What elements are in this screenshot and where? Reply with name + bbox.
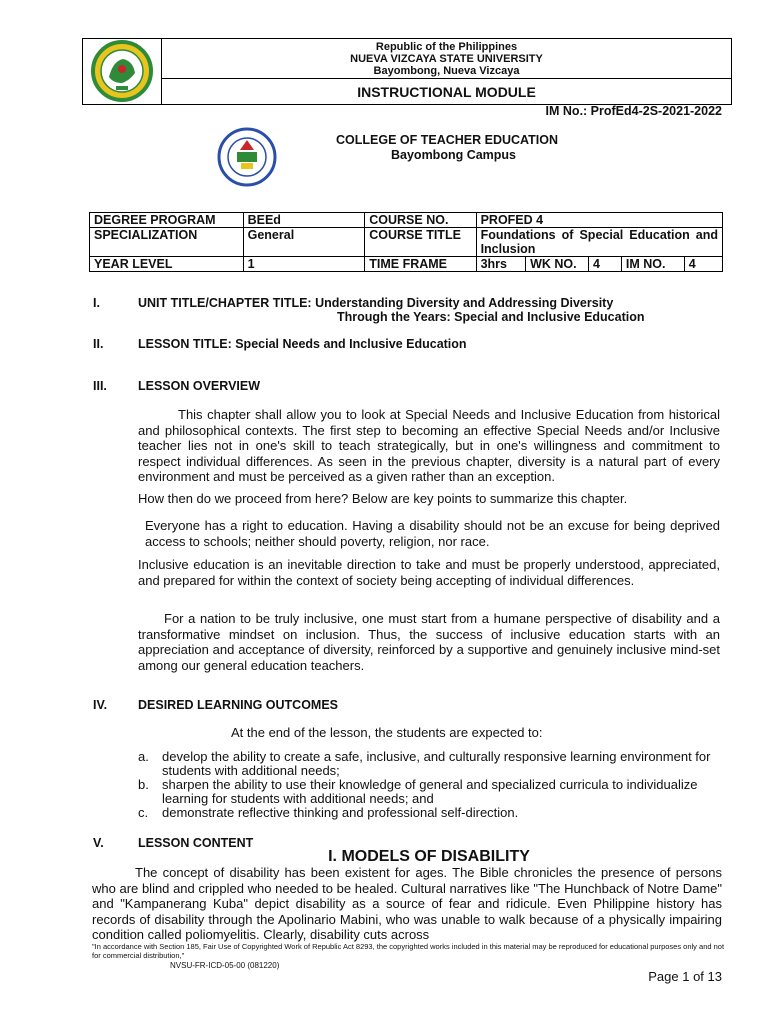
list-marker: a. xyxy=(138,749,149,764)
specialization-value: General xyxy=(243,228,365,257)
section-5-number: V. xyxy=(93,836,104,850)
section-5-title: LESSON CONTENT xyxy=(138,836,254,850)
header-box xyxy=(82,38,732,105)
college-name: COLLEGE OF TEACHER EDUCATION xyxy=(336,133,558,147)
table-row xyxy=(90,213,723,228)
course-title-label: COURSE TITLE xyxy=(365,228,476,257)
header-institution xyxy=(162,39,731,79)
overview-paragraph-3: Everyone has a right to education. Having a disability should not be an excuse for being deprived access to schools; neither should poverty, religion, nor race. xyxy=(145,518,720,549)
week-no-value: 4 xyxy=(588,257,621,272)
content-paragraph: The concept of disability has been existent for ages. The Bible chronicles the presence of persons who are blind and crippled who needed to be healed. Cultural narratives like "The Hunchback of Notre Dame" and "Kampanerang Kuba" depict disability as a source of fear and ridicule. Even Philippine history has records of disability through the Apolinario Mabini, who was unable to walk because of a physically impairing condition called poliomyelitis. Clearly, disability cuts across xyxy=(92,865,722,942)
section-3-number: III. xyxy=(93,379,107,393)
copyright-note: "In accordance with Section 185, Fair Use of Copyrighted Work of Republic Act 8293, the copyrighted works included in this material may be reproduced for educational purposes only and not for commercial distribution," xyxy=(92,943,732,960)
overview-paragraph-4: Inclusive education is an inevitable direction to take and must be properly understood, appreciated, and prepared for within the context of society being accepting of individual differences. xyxy=(138,557,720,588)
im-no-label: IM NO. xyxy=(621,257,684,272)
year-level-label: YEAR LEVEL xyxy=(90,257,244,272)
section-4-number: IV. xyxy=(93,698,108,712)
table-row xyxy=(90,228,723,257)
list-text: develop the ability to create a safe, inclusive, and culturally responsive learning environment for students with additional needs; xyxy=(162,749,711,778)
degree-label: DEGREE PROGRAM xyxy=(90,213,244,228)
overview-paragraph-5: For a nation to be truly inclusive, one must start from a humane perspective of disability and a transformative mindset on inclusion. Thus, the success of inclusive education starts with an appreciation and acceptance of diversity, reinforced by a supportive and genuinely inclusive mind-set among our general education teachers. xyxy=(138,611,720,673)
university-logo-cell xyxy=(83,39,162,104)
college-campus: Bayombong Campus xyxy=(391,148,517,162)
section-2-number: II. xyxy=(93,337,104,351)
course-no-label: COURSE NO. xyxy=(365,213,476,228)
header-republic: Republic of the Philippines xyxy=(375,41,518,53)
section-3-title: LESSON OVERVIEW xyxy=(138,379,261,393)
list-text: demonstrate reflective thinking and professional self-direction. xyxy=(162,805,519,820)
page-number: Page 1 of 13 xyxy=(648,969,722,984)
year-level-value: 1 xyxy=(243,257,365,272)
list-item xyxy=(138,806,720,820)
table-row xyxy=(90,257,723,272)
list-item xyxy=(138,750,720,778)
list-marker: c. xyxy=(138,805,149,820)
list-text: sharpen the ability to use their knowledge of general and specialized curricula to individualize learning for students with additional needs; and xyxy=(162,777,698,806)
im-no-value: 4 xyxy=(684,257,722,272)
header-location: Bayombong, Nueva Vizcaya xyxy=(373,65,520,77)
university-seal-icon xyxy=(83,39,161,104)
form-code: NVSU-FR-ICD-05-00 (081220) xyxy=(170,961,280,970)
college-seal-icon xyxy=(210,126,284,188)
outcomes-intro: At the end of the lesson, the students are expected to: xyxy=(231,725,543,740)
section-2-title: LESSON TITLE: Special Needs and Inclusive Education xyxy=(138,337,467,351)
outcomes-list xyxy=(138,750,720,820)
section-1-number: I. xyxy=(93,296,100,310)
im-number: IM No.: ProfEd4-2S-2021-2022 xyxy=(545,104,722,118)
overview-paragraph-2: How then do we proceed from here? Below are key points to summarize this chapter. xyxy=(138,491,628,506)
degree-value: BEEd xyxy=(243,213,365,228)
time-frame-label: TIME FRAME xyxy=(365,257,476,272)
list-marker: b. xyxy=(138,777,149,792)
section-1-title: UNIT TITLE/CHAPTER TITLE: Understanding Diversity and Addressing Diversity xyxy=(138,296,614,310)
section-4-title: DESIRED LEARNING OUTCOMES xyxy=(138,698,339,712)
specialization-label: SPECIALIZATION xyxy=(90,228,244,257)
list-item xyxy=(138,778,720,806)
course-title-value: Foundations of Special Education and Inclusion xyxy=(476,228,722,257)
content-heading: I. MODELS OF DISABILITY xyxy=(328,848,530,865)
overview-paragraph-1: This chapter shall allow you to look at Special Needs and Inclusive Education from historical and philosophical contexts. The first step to becoming an effective Special Needs and/or Inclusive teacher lies not in one's skill to teach strategically, but in one's willingness and commitment to respect individual differences. As seen in the previous chapter, diversity is a natural part of every environment and must be perceived as a given rather than an exception. xyxy=(138,407,720,484)
section-1-title-cont: Through the Years: Special and Inclusive Education xyxy=(337,310,645,324)
module-title: INSTRUCTIONAL MODULE xyxy=(357,84,536,100)
course-no-value: PROFED 4 xyxy=(476,213,722,228)
header-university: NUEVA VIZCAYA STATE UNIVERSITY xyxy=(350,53,543,65)
course-info-table xyxy=(89,212,723,272)
time-frame-value: 3hrs xyxy=(476,257,525,272)
week-no-label: WK NO. xyxy=(526,257,589,272)
